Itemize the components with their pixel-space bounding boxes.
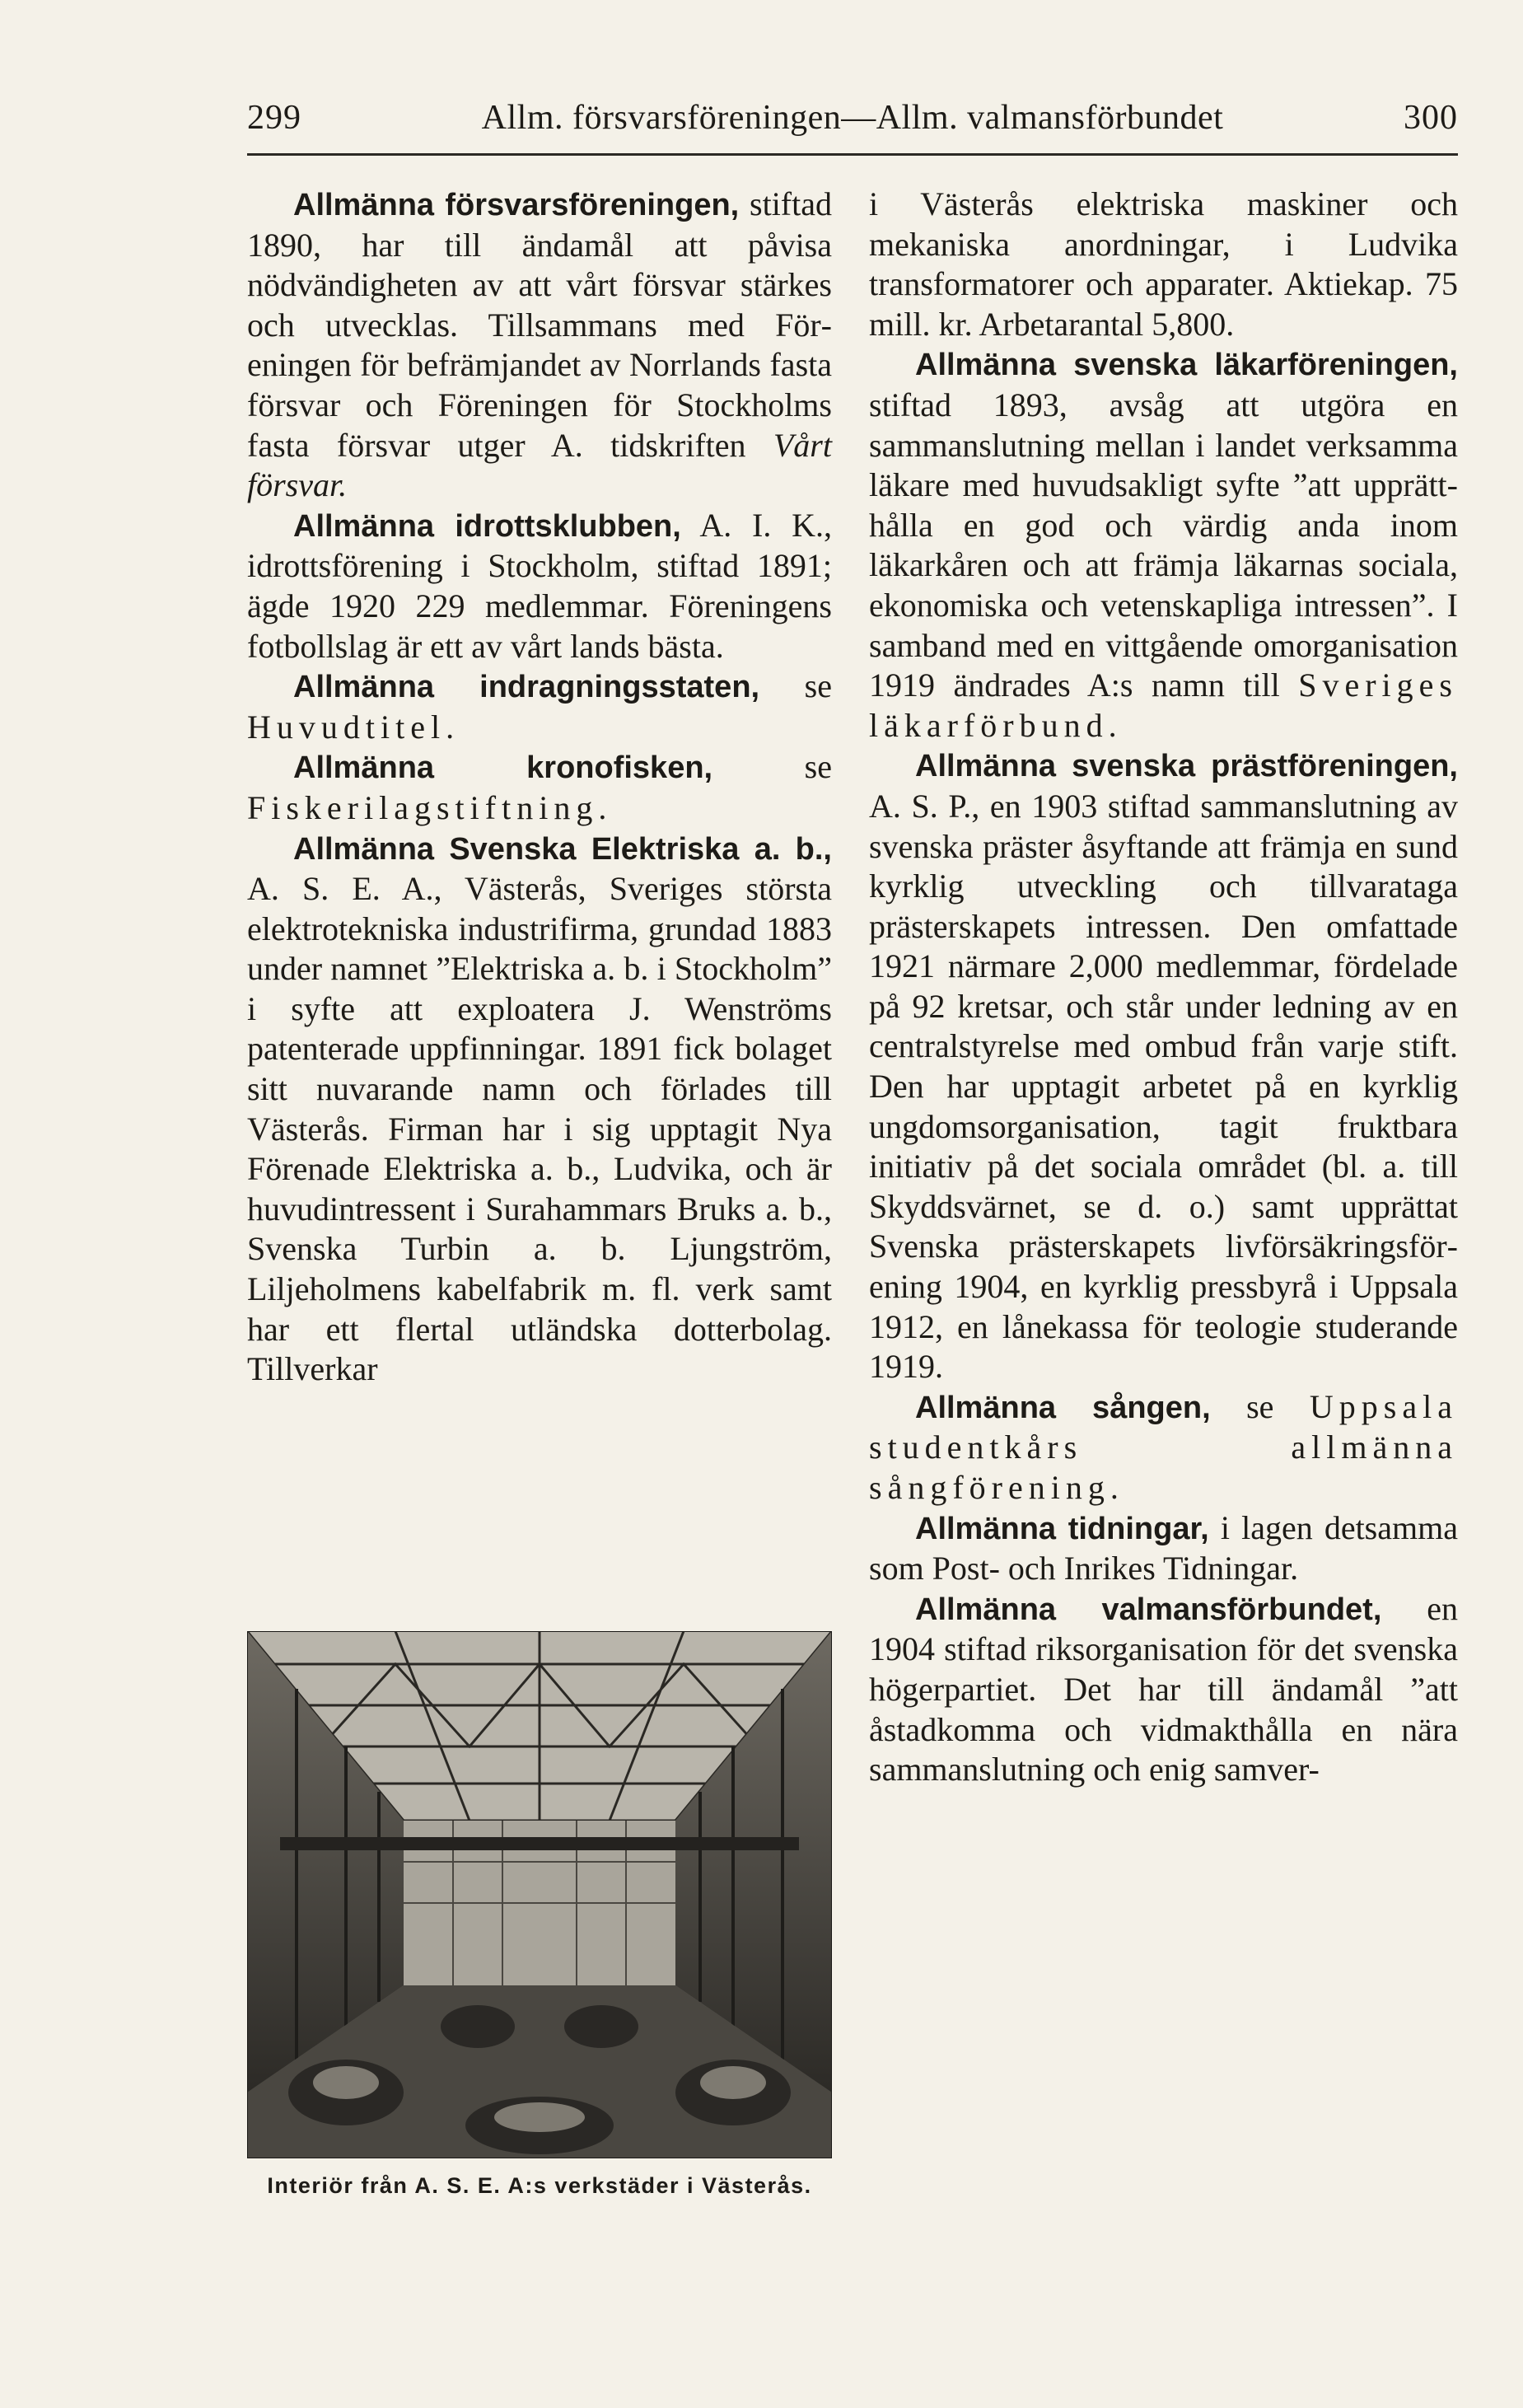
entry-text: A. I. K., idrottsförening i Stockholm, stiftad 1891; ägde 1920 229 medlemmar. Föreningens fotbollslag är ett av vårt lands bästa. [247,506,832,665]
running-title: Allm. försvarsföreningen—Allm. valmansförbundet [481,99,1224,137]
entry-valmansforbundet [869,1589,1458,1790]
figure-caption: Interiör från A. S. E. A:s verkstäder i Västerås. [267,2173,812,2198]
entry-headword: Allmänna indragningsstaten, [293,670,760,705]
page-number-right: 300 [1404,99,1458,137]
factory-interior-photo [247,1631,832,2158]
entry-text: i lagen detsamma som Post- och Inrikes Tidningar. [869,1508,1458,1587]
entry-idrottsklubben [247,506,832,666]
entry-lakarforeningen [869,344,1458,746]
entry-text: stiftad 1893, avsåg att utgöra en sammanslutning mellan i landet verksamma läkare med huvudsakligt syfte ”att upprätthålla en god och värdig anda inom läkarkåren och att främja läkarnas sociala, ekonomiska och vetenskapliga intressen”. I samband med en vittgående omorganisation 1919 ändrades A:s namn till [869,386,1458,704]
entry-text: se [712,748,832,786]
entry-headword: Allmänna sången, [915,1390,1211,1425]
entry-sangen [869,1387,1458,1508]
entry-forsvarsforeningen [247,185,832,506]
right-column [869,185,1458,1790]
left-column [247,185,832,1390]
entry-headword: Allmänna idrottsklubben, [293,508,681,544]
cross-reference: Sveriges läkarförbund. [869,666,1458,744]
cross-reference: Fiskerilagstiftning. [247,788,613,826]
entry-headword: Allmänna försvarsföreningen, [293,188,740,222]
page-number-left: 299 [247,99,301,137]
running-header [247,89,1458,147]
entry-tidningar [869,1508,1458,1589]
entry-headword: Allmänna kronofisken, [293,750,713,786]
cross-reference: Huvudtitel. [247,708,460,746]
entry-indragningsstaten [247,666,832,747]
factory-interior-illustration [247,1631,832,2158]
entry-text: se [759,667,832,705]
entry-text: se [1210,1387,1310,1425]
entry-text: A. S. E. A., Västerås, Sveriges största elektrotekniska industrifirma, grundad 1883 under namnet ”Elektriska a. b. i Stockholm” i syfte att exploatera J. Wenströms patenterade uppfinningar. 1891 fick bolaget sitt nuvarande namn och förlades till Västerås. Firman har i sig upptagit Nya Förenade Elektriska a. b., Ludvika, och är huvudintressent i Surahammars Bruks a. b., Svenska Turbin a. b. Ljungström, Liljeholmens kabelfabrik m. fl. verk samt har ett flertal utländska dotterbolag. Tillverkar [247,870,832,1388]
entry-headword: Allmänna Svenska Elektriska a. b., [293,831,832,867]
entry-italic-title: Vårt försvar. [247,426,832,504]
header-rule [247,153,1458,156]
entry-prastforeningen [869,746,1458,1387]
entry-text: en 1904 stiftad riksorganisation för det svenska högerpartiet. Det har till ändamål ”att åstadkomma och vidmakthålla en nära sammanslutning och enig samver- [869,1589,1458,1788]
entry-elektriska-continued: i Västerås elektriska maskiner och mekaniska anordningar, i Ludvika transformatorer och apparater. Aktiekap. 75 mill. kr. Arbetarantal 5,800. [869,185,1458,343]
entry-headword: Allmänna svenska läkarföreningen, [915,348,1458,383]
entry-text: A. S. P., en 1903 stiftad sammanslutning av svenska präster åsyftande att främja en sund kyrklig utveckling och tillvaratagа prästerskapets intressen. Den omfattade 1921 närmare 2,000 medlemmar, fördelade på 92 kretsar, och står under ledning av en centralstyrelse med ombud från varje stift. Den har upptagit arbetet på en kyrklig ungdomsorganisation, tagit fruktbara initiativ på det sociala området (bl. a. till Skyddsvärnet, se d. o.) samt upprättat Svenska prästerskapets livförsäkringsförening 1904, en kyrklig pressbyrå i Uppsala 1912, en lånekassa för teologie studerande 1919. [869,787,1458,1386]
cross-reference: Uppsala studentkårs allmänna sångförening. [869,1387,1458,1506]
entry-headword: Allmänna svenska prästföreningen, [915,749,1458,784]
entry-elektriska [247,829,832,1390]
entry-headword: Allmänna valmansförbundet, [915,1592,1382,1627]
entry-kronofisken [247,747,832,828]
entry-text: stiftad 1890, har till ändamål att påvisa nödvändigheten av att vårt försvar stärkes och utvecklas. Tillsammans med Föreningen för befrämjandet av Norrlands fasta försvar och Föreningen för Stockholms fasta försvar utger A. tidskriften [247,185,832,464]
entry-headword: Allmänna tidningar, [915,1511,1209,1546]
